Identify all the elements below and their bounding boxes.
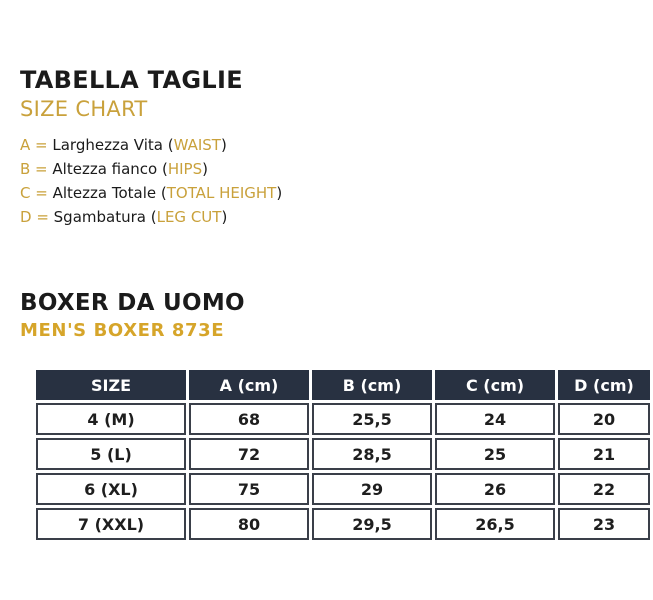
legend-item-d [20,205,282,229]
size-table-container [36,370,634,534]
legend-key: B = [20,160,53,178]
column-header-c: C (cm) [435,370,555,400]
table-cell: 24 [435,403,555,435]
table-cell: 21 [558,438,650,470]
legend-english: LEG CUT [156,208,222,226]
legend-key: A = [20,136,53,154]
legend-suffix: ) [220,136,227,154]
table-cell: 5 (L) [36,438,186,470]
table-header-row [36,370,650,400]
table-cell: 6 (XL) [36,473,186,505]
column-header-b: B (cm) [312,370,432,400]
product-subtitle: MEN'S BOXER 873E [20,320,225,341]
product-title: BOXER DA UOMO [20,290,245,316]
legend-item-a [20,133,282,157]
measurement-legend [20,133,282,229]
table-cell: 29,5 [312,508,432,540]
table-row [36,438,650,470]
legend-item-c [20,181,282,205]
legend-key: D = [20,208,54,226]
size-table [33,367,653,543]
legend-label: Altezza fianco ( [52,160,168,178]
legend-suffix: ) [202,160,208,178]
table-cell: 72 [189,438,309,470]
table-cell: 80 [189,508,309,540]
table-cell: 26 [435,473,555,505]
legend-item-b [20,157,282,181]
legend-label: Larghezza Vita ( [52,136,174,154]
table-cell: 28,5 [312,438,432,470]
legend-key: C = [20,184,53,202]
table-row [36,508,650,540]
table-row [36,473,650,505]
legend-english: HIPS [167,160,203,178]
page-title: TABELLA TAGLIE [20,66,243,94]
table-cell: 7 (XXL) [36,508,186,540]
page-subtitle: SIZE CHART [20,97,148,121]
legend-label: Altezza Totale ( [52,184,167,202]
legend-label: Sgambatura ( [53,208,157,226]
table-cell: 68 [189,403,309,435]
table-cell: 25,5 [312,403,432,435]
table-cell: 26,5 [435,508,555,540]
table-cell: 4 (M) [36,403,186,435]
table-cell: 22 [558,473,650,505]
table-cell: 29 [312,473,432,505]
legend-english: WAIST [173,136,221,154]
table-cell: 23 [558,508,650,540]
table-cell: 20 [558,403,650,435]
column-header-a: A (cm) [189,370,309,400]
column-header-size: SIZE [36,370,186,400]
table-row [36,403,650,435]
table-cell: 75 [189,473,309,505]
legend-suffix: ) [221,208,228,226]
legend-suffix: ) [276,184,283,202]
table-cell: 25 [435,438,555,470]
column-header-d: D (cm) [558,370,650,400]
legend-english: TOTAL HEIGHT [166,184,277,202]
